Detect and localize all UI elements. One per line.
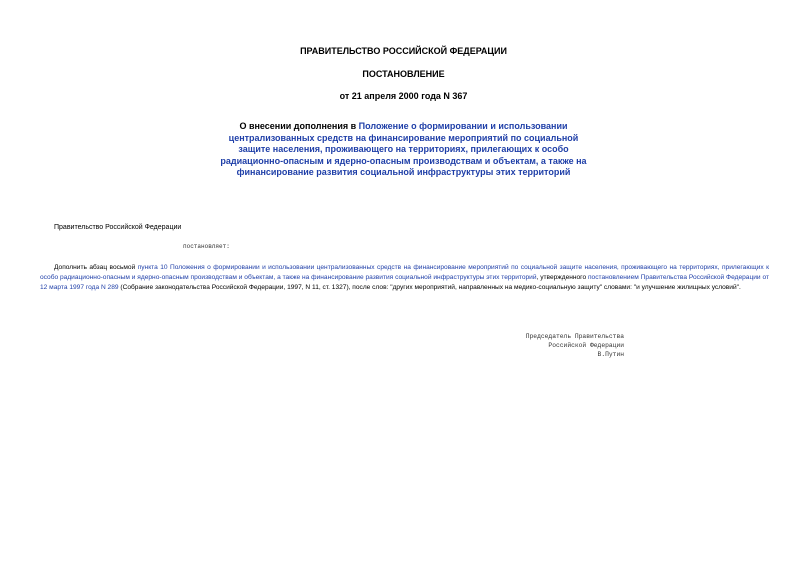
paragraph-middle: , утвержденного — [536, 274, 588, 282]
heading-regulation-link[interactable]: Положение о формировании и использовании централизованных средств на финансирование мероприятий по социальной защите населения, проживающего на территориях, прилегающих к особо радиационно-опасным и ядерно-опасным производствам и объектам, а также на финансирование развития социальной инфраструктуры этих территорий — [220, 121, 587, 178]
document-type: ПОСТАНОВЛЕНИЕ — [362, 69, 445, 79]
signature-name: В.Путин — [597, 351, 624, 358]
document-date: от 21 апреля 2000 года N 367 — [339, 91, 468, 101]
signature-title: Председатель Правительства — [525, 333, 624, 340]
decree-word: постановляет: — [183, 243, 230, 250]
government-title: ПРАВИТЕЛЬСТВО РОССИЙСКОЙ ФЕДЕРАЦИИ — [300, 46, 507, 56]
paragraph-start: Дополнить абзац восьмой — [54, 264, 138, 271]
paragraph-end: (Собрание законодательства Российской Федерации, 1997, N 11, ст. 1327), после слов: "других мероприятий, направленных на медико-социальную защиту" словами: "и улучшение жилищных условий". — [118, 284, 741, 292]
signature-country: Российской Федерации — [548, 342, 624, 349]
body-paragraph — [40, 263, 769, 294]
heading-prefix: О внесении дополнения в — [239, 121, 359, 131]
issuer-text: Правительство Российской Федерации — [54, 224, 182, 231]
document-heading — [220, 121, 587, 179]
resolution-289-link[interactable]: постановлением Правительства Российской Федерации от 12 марта 1997 года N 289 — [40, 274, 769, 292]
clause-10-link[interactable]: пункта 10 Положения о формировании и использовании централизованных средств на финансирование мероприятий по социальной защите населения, проживающего на территориях, прилегающих к особо радиационно-опасным и ядерно-опасным производствам и объектам, а также на финансирование развития социальной инфраструктуры этих территорий — [40, 264, 769, 282]
signature-block — [470, 332, 624, 359]
